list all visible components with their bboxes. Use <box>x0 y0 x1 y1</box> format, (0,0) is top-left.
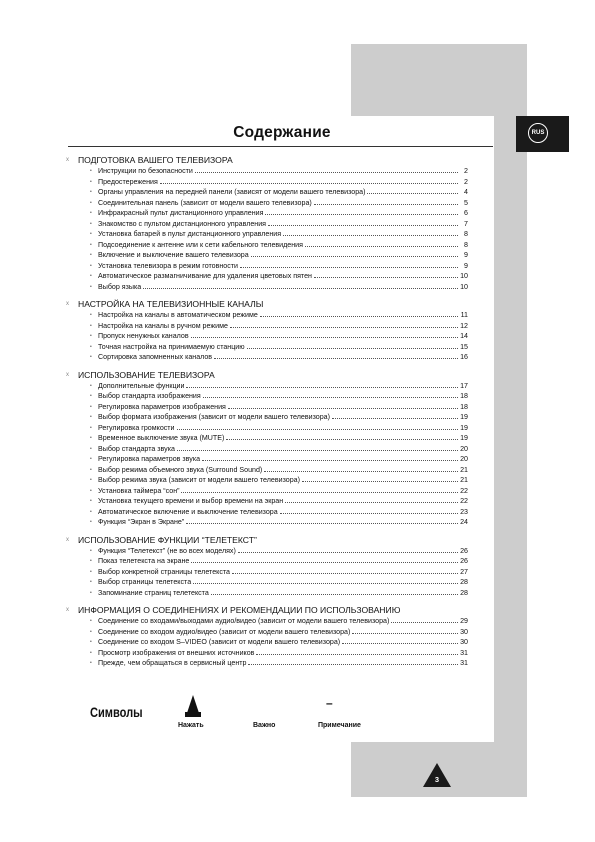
toc-entry-page: 18 <box>460 392 468 400</box>
section-marker-icon: x <box>66 157 69 163</box>
toc-entry <box>66 177 468 188</box>
toc-entry-text: • Соединение со входом S–VIDEO (зависит от модели вашего телевизора) <box>98 638 341 646</box>
dot-leader <box>230 327 458 328</box>
toc-entry-page: 2 <box>464 167 468 175</box>
toc-section-heading <box>66 605 468 616</box>
dot-leader <box>191 337 458 338</box>
toc-entry-text: • Подсоединение к антенне или к сети кабельного телевидения <box>98 240 303 249</box>
toc-entry <box>66 616 468 627</box>
section-marker-icon: x <box>66 371 69 378</box>
dot-leader <box>352 633 458 634</box>
toc-entry-text: • Включение и выключение вашего телевизора <box>98 251 249 259</box>
decorative-gray-block-top <box>351 44 527 116</box>
dot-leader <box>280 513 458 514</box>
toc-entry-page: 12 <box>460 321 468 330</box>
toc-section <box>66 155 468 292</box>
toc-entry <box>66 271 468 282</box>
toc-entry-text: • Предостережения <box>98 177 158 186</box>
dot-leader <box>228 408 458 409</box>
note-symbol-icon: – <box>326 696 333 710</box>
toc-entry-page: 11 <box>460 311 468 319</box>
toc-entry <box>66 229 468 240</box>
toc-entry-page: 22 <box>460 486 468 495</box>
dot-leader <box>186 523 458 524</box>
section-title: НАСТРОЙКА НА ТЕЛЕВИЗИОННЫЕ КАНАЛЫ <box>78 299 264 309</box>
toc-entry-page: 7 <box>464 219 468 228</box>
toc-entry <box>66 331 468 342</box>
toc-entry <box>66 381 468 392</box>
dot-leader <box>248 664 458 665</box>
toc-entry-page: 21 <box>460 476 468 484</box>
toc-entry <box>66 250 468 261</box>
dot-leader <box>314 204 458 205</box>
toc-entry <box>66 496 468 507</box>
section-marker-icon: x <box>66 536 69 543</box>
toc-entry-page: 26 <box>460 557 468 565</box>
toc-entry <box>66 648 468 659</box>
section-title: ИСПОЛЬЗОВАНИЕ ТЕЛЕВИЗОРА <box>78 369 215 380</box>
toc-entry-text: • Соединение со входом аудио/видео (зависит от модели вашего телевизора) <box>98 627 351 636</box>
dot-leader <box>247 348 458 349</box>
language-badge: RUS <box>528 123 548 143</box>
note-symbol-label: Примечание <box>318 722 361 729</box>
toc-entry-text: • Выбор страницы телетекста <box>98 578 192 586</box>
push-symbol-icon <box>187 695 199 713</box>
dot-leader <box>265 214 458 215</box>
dot-leader <box>268 225 458 226</box>
toc-entry-text: • Сортировка запомненных каналов <box>98 353 213 361</box>
toc-entry-page: 28 <box>460 578 468 586</box>
toc-entry-text: • Установка таймера “сон” <box>98 486 180 495</box>
toc-entry-page: 21 <box>460 465 468 474</box>
dot-leader <box>214 358 458 359</box>
toc-entry-text: • Временное выключение звука (MUTE) <box>98 434 225 442</box>
push-symbol-label: Нажать <box>178 722 204 729</box>
toc-entry-text: • Соединение со входами/выходами аудио/видео (зависит от модели вашего телевизора) <box>98 617 390 625</box>
toc-entry-text: • Знакомство с пультом дистанционного управления <box>98 219 267 228</box>
toc-entry-text: • Установка батарей в пульт дистанционного управления <box>98 230 282 238</box>
toc-entry <box>66 423 468 434</box>
dot-leader <box>314 277 458 278</box>
toc-entry-page: 9 <box>464 251 468 259</box>
dot-leader <box>160 183 458 184</box>
toc-entry <box>66 517 468 528</box>
toc-entry-page: 18 <box>460 402 468 411</box>
toc-entry-text: • Регулировка громкости <box>98 423 175 432</box>
dot-leader <box>302 481 458 482</box>
toc-entry-page: 10 <box>460 272 468 280</box>
dot-leader <box>391 622 458 623</box>
dot-leader <box>285 502 458 503</box>
dot-leader <box>143 288 458 289</box>
toc-entry-text: • Выбор стандарта изображения <box>98 392 201 400</box>
toc-section-heading <box>66 155 468 166</box>
toc-entry <box>66 166 468 177</box>
dot-leader <box>177 429 458 430</box>
toc-entry <box>66 577 468 588</box>
dot-leader <box>191 562 458 563</box>
toc-entry-text: • Показ телетекста на экране <box>98 557 190 565</box>
toc-section <box>66 299 468 363</box>
toc-entry-text: • Настройка на каналы в ручном режиме <box>98 321 228 330</box>
toc-entry <box>66 507 468 518</box>
toc-entry-text: • Функция “Экран в Экране” <box>98 518 185 526</box>
toc-entry-page: 27 <box>460 567 468 576</box>
toc-entry-page: 10 <box>460 282 468 291</box>
dot-leader <box>264 471 458 472</box>
toc-section <box>66 535 468 599</box>
toc-entry-text: • Регулировка параметров изображения <box>98 402 226 411</box>
toc-entry <box>66 352 468 363</box>
toc-entry-page: 17 <box>460 381 468 390</box>
dot-leader <box>256 654 458 655</box>
toc-entry <box>66 567 468 578</box>
decorative-gray-strip-right <box>494 116 527 742</box>
toc-entry <box>66 198 468 209</box>
toc-entry-text: • Выбор режима объемного звука (Surround Sound) <box>98 465 263 474</box>
toc-entry-page: 14 <box>460 332 468 340</box>
title-underline <box>68 146 493 147</box>
toc-entry-text: • Инструкции по безопасности <box>98 167 193 175</box>
toc-entry-text: • Установка текущего времени и выбор времени на экран <box>98 497 284 505</box>
toc-entry <box>66 475 468 486</box>
toc-entry-page: 31 <box>460 648 468 657</box>
toc-entry <box>66 282 468 293</box>
toc-entry <box>66 627 468 638</box>
toc-entry-page: 4 <box>464 188 468 196</box>
dot-leader <box>240 267 458 268</box>
dot-leader <box>367 193 458 194</box>
toc-entry <box>66 402 468 413</box>
toc-entry-page: 26 <box>460 546 468 555</box>
toc-entry-text: • Соединительная панель (зависит от модели вашего телевизора) <box>98 198 312 207</box>
toc-entry-text: • Автоматическое размагничивание для удаления цветовых пятен <box>98 272 312 280</box>
toc-entry <box>66 219 468 230</box>
toc-entry-page: 2 <box>464 177 468 186</box>
toc-entry-page: 22 <box>460 497 468 505</box>
toc-entry-text: • Автоматическое включение и выключение телевизора <box>98 507 278 516</box>
toc-entry-text: • Инфракрасный пульт дистанционного управления <box>98 209 264 217</box>
toc-entry-page: 29 <box>460 617 468 625</box>
toc-entry-text: • Пропуск ненужных каналов <box>98 332 189 340</box>
toc-entry-text: • Выбор стандарта звука <box>98 444 175 453</box>
toc-entry <box>66 412 468 423</box>
dot-leader <box>186 387 458 388</box>
toc-entry <box>66 546 468 557</box>
toc-entry <box>66 454 468 465</box>
dot-leader <box>238 552 458 553</box>
toc-entry-text: • Выбор языка <box>98 282 142 291</box>
toc-entry <box>66 556 468 567</box>
toc-entry-page: 28 <box>460 588 468 597</box>
toc-entry-text: • Настройка на каналы в автоматическом режиме <box>98 311 258 319</box>
toc-section-heading <box>66 299 468 310</box>
page-number: 3 <box>434 775 440 784</box>
toc-entry-page: 20 <box>460 455 468 463</box>
toc-entry-page: 31 <box>460 659 468 667</box>
page-title: Содержание <box>233 124 331 141</box>
toc-section <box>66 605 468 669</box>
toc-entry-text: • Выбор режима звука (зависит от модели вашего телевизора) <box>98 476 300 484</box>
toc-entry-page: 15 <box>460 342 468 351</box>
toc-entry <box>66 588 468 599</box>
toc-entry-text: • Регулировка параметров звука <box>98 455 201 463</box>
toc-entry-page: 19 <box>460 434 468 442</box>
toc-section-heading <box>66 535 468 546</box>
dot-leader <box>202 460 458 461</box>
table-of-contents <box>66 155 468 676</box>
toc-entry-text: • Дополнительные функции <box>98 381 185 390</box>
dot-leader <box>193 583 458 584</box>
push-symbol-base <box>185 712 201 717</box>
dot-leader <box>332 418 458 419</box>
section-title: ИСПОЛЬЗОВАНИЕ ФУНКЦИИ “ТЕЛЕТЕКСТ” <box>78 534 257 545</box>
toc-entry-page: 24 <box>460 518 468 526</box>
toc-entry-text: • Выбор формата изображения (зависит от модели вашего телевизора) <box>98 413 330 421</box>
toc-entry-text: • Выбор конкретной страницы телетекста <box>98 567 230 576</box>
section-title: ИНФОРМАЦИЯ О СОЕДИНЕНИЯХ И РЕКОМЕНДАЦИИ ПО ИСПОЛЬЗОВАНИЮ <box>78 605 401 615</box>
toc-entry-page: 23 <box>460 507 468 516</box>
dot-leader <box>283 235 458 236</box>
dot-leader <box>260 316 458 317</box>
toc-entry <box>66 187 468 198</box>
toc-section-heading <box>66 370 468 381</box>
toc-entry-text: • Органы управления на передней панели (зависят от модели вашего телевизора) <box>98 188 366 196</box>
toc-entry-text: • Просмотр изображения от внешних источников <box>98 648 255 657</box>
toc-entry-page: 8 <box>464 230 468 238</box>
dot-leader <box>232 573 458 574</box>
symbols-heading: Символы <box>90 705 143 720</box>
toc-entry <box>66 208 468 219</box>
toc-entry-page: 19 <box>460 413 468 421</box>
dot-leader <box>195 172 458 173</box>
dot-leader <box>342 643 458 644</box>
toc-entry <box>66 433 468 444</box>
toc-entry-page: 20 <box>460 444 468 453</box>
toc-entry <box>66 637 468 648</box>
toc-entry <box>66 444 468 455</box>
toc-entry <box>66 321 468 332</box>
toc-entry-page: 5 <box>464 198 468 207</box>
toc-entry-page: 30 <box>460 627 468 636</box>
dot-leader <box>211 594 458 595</box>
dot-leader <box>177 450 458 451</box>
toc-entry-page: 6 <box>464 209 468 217</box>
dot-leader <box>181 492 458 493</box>
toc-entry <box>66 391 468 402</box>
toc-entry-page: 16 <box>460 353 468 361</box>
toc-entry <box>66 310 468 321</box>
toc-entry-page: 19 <box>460 423 468 432</box>
dot-leader <box>226 439 458 440</box>
toc-entry-text: • Точная настройка на принимаемую станцию <box>98 342 245 351</box>
section-marker-icon: x <box>66 607 69 613</box>
toc-section <box>66 370 468 528</box>
toc-entry-page: 30 <box>460 638 468 646</box>
toc-entry <box>66 486 468 497</box>
toc-entry-text: • Функция “Телетекст” (не во всех моделях) <box>98 546 236 555</box>
dot-leader <box>203 397 458 398</box>
section-marker-icon: x <box>66 301 69 307</box>
important-symbol-label: Важно <box>253 722 276 729</box>
section-title: ПОДГОТОВКА ВАШЕГО ТЕЛЕВИЗОРА <box>78 155 233 165</box>
toc-entry-text: • Запоминание страниц телетекста <box>98 588 209 597</box>
toc-entry <box>66 342 468 353</box>
toc-entry <box>66 658 468 669</box>
toc-entry-text: • Установка телевизора в режим готовности <box>98 261 239 270</box>
dot-leader <box>305 246 458 247</box>
toc-entry <box>66 465 468 476</box>
toc-entry <box>66 240 468 251</box>
toc-entry-page: 8 <box>464 240 468 249</box>
toc-entry-text: • Прежде, чем обращаться в сервисный центр <box>98 659 247 667</box>
toc-entry <box>66 261 468 272</box>
dot-leader <box>251 256 458 257</box>
toc-entry-page: 9 <box>464 261 468 270</box>
